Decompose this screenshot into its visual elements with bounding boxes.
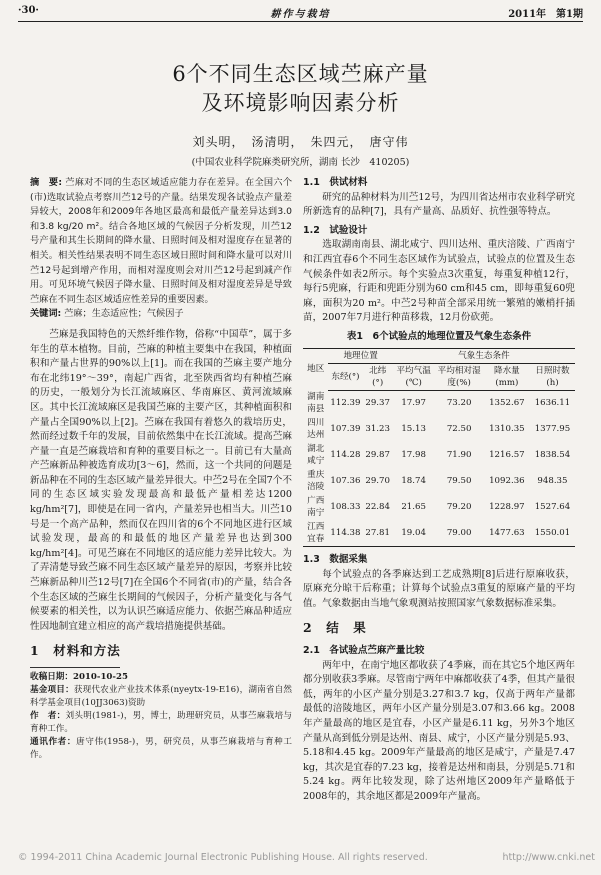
table-header-lat: 北纬(°) bbox=[362, 363, 392, 390]
table-cell: 27.81 bbox=[362, 520, 392, 547]
table-cell-region: 重庆涪陵 bbox=[307, 470, 325, 493]
section-heading-1: 1 材料和方法 bbox=[30, 643, 121, 659]
cnki-link[interactable]: http://www.cnki.net bbox=[502, 852, 595, 863]
author-list: 刘头明， 汤清明， 朱四元， 唐守伟 bbox=[192, 135, 409, 149]
paper-title-line2: 及环境影响因素分析 bbox=[201, 91, 400, 115]
table-cell: 21.65 bbox=[401, 502, 426, 513]
subsection-1-3-heading: 1.3 数据采集 bbox=[303, 554, 368, 566]
table-cell-region: 广西南宁 bbox=[307, 496, 325, 519]
corresponding-label: 通讯作者： bbox=[30, 737, 77, 747]
table-cell: 79.20 bbox=[446, 502, 472, 513]
table-cell: 72.50 bbox=[446, 424, 472, 435]
page-number: ·30· bbox=[18, 5, 39, 16]
table-cell: 107.36 bbox=[330, 476, 361, 487]
table-row bbox=[303, 520, 575, 547]
table-header-lon: 东经(°) bbox=[328, 363, 362, 390]
subsection-1-2-text: 选取湖南南县、湖北咸宁、四川达州、重庆涪陵、广西南宁和江西宜春6个不同生态区域作为试验点，试验点的位置及生态气候条件如表2所示。每个实验点3次重复，每重复种植12行，每行5兜麻，行距和兜距分别为60 cm和45 cm，即每重复60兜麻，面积为20 m²。中苎2号种苗全部采用统一繁殖的嫩梢扦插苗，2007年7月进行种苗移栽，12月份砍蔸。 bbox=[303, 239, 575, 324]
table-row bbox=[303, 416, 575, 442]
table-cell-region: 湖北咸宁 bbox=[307, 444, 325, 467]
table-cell: 948.35 bbox=[537, 476, 568, 487]
table-header-rain: 降水量(mm) bbox=[484, 363, 530, 390]
table-cell: 114.38 bbox=[328, 520, 362, 547]
fund-text: 获现代农业产业技术体系(nyeytx-19-E16)，湖南省自然科学基金项目(10JJ3063)资助 bbox=[30, 685, 292, 708]
right-column bbox=[303, 176, 575, 805]
table-body bbox=[303, 390, 575, 547]
table-caption: 表1 6个试验点的地理位置及气象生态条件 bbox=[346, 330, 532, 342]
subsection-1-1-heading: 1.1 供试材料 bbox=[303, 177, 368, 188]
table-cell: 1352.67 bbox=[489, 398, 525, 409]
table-cell-region: 江西宜春 bbox=[303, 520, 328, 547]
table-cell: 17.97 bbox=[401, 398, 426, 409]
table-cell: 73.20 bbox=[446, 398, 472, 409]
footnotes bbox=[30, 671, 292, 762]
table-cell: 1636.11 bbox=[534, 398, 571, 409]
keywords-text: 苎麻；生态适应性；气候因子 bbox=[64, 308, 184, 320]
table-cell: 1310.35 bbox=[489, 424, 525, 435]
received-date: 收稿日期：2010-10-25 bbox=[30, 672, 128, 682]
table-cell: 1550.01 bbox=[530, 520, 575, 547]
table-cell: 29.87 bbox=[365, 450, 390, 461]
table-row bbox=[303, 442, 575, 468]
fund-label: 基金项目： bbox=[30, 685, 74, 695]
subsection-1-1-text: 研究的品种材料为川苎12号，为四川省达州市农业科学研究所新选育的品种[7]，具有产量高、品质好、抗性强等特点。 bbox=[303, 191, 575, 218]
table-cell-region: 湖南南县 bbox=[307, 392, 325, 415]
table-cell: 1228.97 bbox=[489, 502, 525, 513]
author-bio: 刘头明(1981-)，男，博士，助理研究员，从事苎麻栽培与育种工作。 bbox=[30, 711, 292, 734]
table-row bbox=[303, 494, 575, 520]
table-row bbox=[303, 390, 575, 416]
subsection-2-1-text: 两年中，在南宁地区都收获了4季麻，而在其它5个地区两年都分别收获3季麻。尽管南宁两年中麻都收获了4季，但其产量很低，两年的小区产量分别是3.27和3.7 kg，仅高于两年产量都最低的涪陵地区，两年小区产量分别是3.07和3.66 kg。2008年产量最高的地区是宜春，小区产量是6.11 kg，另外3个地区产量从高到低分别是达州、南县、咸宁，小区产量分别是5.93、5.18和4.45 kg。2009年产量最高的地区是咸宁，产量是7.47 kg，其次是宜春的7.23 kg，接着是达州和南县，分别是5.71和5.24 kg。两年比较发现，除了达州地区2009年产量略低于2008年的，其余地区都是2009年产量高。 bbox=[303, 659, 575, 802]
table-cell: 107.39 bbox=[330, 424, 361, 435]
table-header-region: 地区 bbox=[303, 348, 328, 390]
affiliation: (中国农业科学院麻类研究所，湖南 长沙 410205) bbox=[191, 157, 410, 168]
footnote-rule bbox=[30, 667, 120, 668]
table-header-climate: 气象生态条件 bbox=[393, 348, 575, 363]
table-cell: 114.28 bbox=[330, 450, 361, 461]
subsection-2-1-heading: 2.1 各试验点苎麻产量比较 bbox=[303, 645, 425, 656]
table-header-sun: 日照时数(h) bbox=[530, 363, 575, 390]
table-cell: 22.84 bbox=[365, 502, 390, 513]
table-cell: 1838.54 bbox=[534, 450, 571, 461]
subsection-1-3-text: 每个试验点的各季麻达到工艺成熟期[8]后进行原麻收获，原麻充分晾干后称重；计算每个试验点3重复的原麻产量的平均值。气象数据由当地气象观测站按照国家气象数据标准采集。 bbox=[303, 568, 575, 609]
author-bio-label: 作 者： bbox=[30, 711, 66, 721]
table-header-humidity: 平均相对湿度(%) bbox=[434, 363, 483, 390]
table-cell: 1477.63 bbox=[484, 520, 530, 547]
copyright-text: © 1994-2011 China Academic Journal Electronic Publishing House. All rights reserved. bbox=[18, 852, 428, 863]
table-cell: 15.13 bbox=[401, 424, 426, 435]
table-cell-region: 四川达州 bbox=[307, 418, 325, 441]
table-cell: 29.70 bbox=[365, 476, 390, 487]
keywords-label: 关键词: bbox=[30, 308, 62, 320]
table-cell: 112.39 bbox=[330, 398, 361, 409]
issue-label: 2011年 第1期 bbox=[508, 9, 583, 20]
section-heading-2: 2 结 果 bbox=[303, 620, 367, 636]
header-rule bbox=[18, 21, 583, 22]
table-row bbox=[303, 468, 575, 494]
table-cell: 29.37 bbox=[365, 398, 390, 409]
table-header-geo: 地理位置 bbox=[328, 348, 392, 363]
journal-name: 耕作与栽培 bbox=[270, 9, 331, 20]
site-conditions-table bbox=[303, 348, 575, 548]
subsection-1-2-heading: 1.2 试验设计 bbox=[303, 224, 368, 236]
table-cell: 79.50 bbox=[446, 476, 472, 487]
table-cell: 1216.57 bbox=[489, 450, 525, 461]
table-header-temp: 平均气温(℃) bbox=[393, 363, 435, 390]
introduction-paragraph: 苎麻是我国特色的天然纤维作物，俗称“中国草”，属于多年生的草本植物。目前，苎麻的种植主要集中在我国，种植面积和产量占世界的90%以上[1]。而在我国的苎麻主要产地分布在北纬19°～39°，南起广西省，北至陕西省均有种植苎麻的历史，一般划分为长江流域麻区、华南麻区、黄河流域麻区。其中长江流域麻区是我国苎麻的主要产区，其种植面积和产量占全国90%以上[2]。苎麻在我国有着悠久的栽培历史，然而经过数千年的发展，目前依然集中在长江流域。提高苎麻产量一直是苎麻栽培和育种的重要目标之一。目前已有大量高产苎麻新品种被选育成功[3～6]，然而，这一个共同的问题是新品种在不同的生态区域产量差异很大。中苎2号在全国7个不同的生态区域实验发现最高和最低产量相差达1200 kg/hm²[7]，即使是在同一省内，产量差异也相当大。川苎10号是一个高产品种，然而仅在四川省的6个不同地区进行区域试验发现，最高的和最低的地区产量差异也达到300 kg/hm²[4]。可见苎麻在不同地区的适应能力差异比较大。为了弄清楚导致苎麻不同生态区域产量差异的原因，考察并比较苎麻新品种川苎12号[7]在全国6个不同省(市)的产量，结合各个生态区域的苎麻生长期间的气候因子，分析产量变化与各气候要素的相关性，以为认识苎麻适应能力、依据苎麻品种适应性因地制宜建立相应的高产栽培措施提供基础。 bbox=[30, 328, 292, 632]
table-cell: 19.04 bbox=[393, 520, 435, 547]
table-cell: 1377.95 bbox=[534, 424, 571, 435]
left-column bbox=[30, 176, 292, 762]
table-cell: 79.00 bbox=[434, 520, 483, 547]
abstract bbox=[30, 176, 292, 307]
table-cell: 108.33 bbox=[330, 502, 361, 513]
table-cell: 71.90 bbox=[446, 450, 472, 461]
corresponding-author: 唐守伟(1958-)，男，研究员，从事苎麻栽培与育种工作。 bbox=[30, 737, 292, 760]
table-cell: 1527.64 bbox=[534, 502, 571, 513]
table-cell: 31.23 bbox=[365, 424, 390, 435]
paper-title-line1: 6个不同生态区域苎麻产量 bbox=[172, 62, 429, 86]
abstract-text: 苎麻对不同的生态区域适应能力存在差异。在全国六个(市)选取试验点考察川苎12号的产量。结果发现各试验点产量差异较大，2008年和2009年各地区最高和最低产量差异达到3.0和3.8 kg/20 m²。结合各地区域的气候因子分析发现，川苎12号产量和其生长期间的降水量、日照时间及相对湿度存在显著的相关。相关性结果表明不同生态区域日照时间和降水量可以对川苎12号起到增产作用，而相对湿度则会对川苎12号起到减产作用。可见环境气候因子降水量、日照时间及相对湿度差异是导致苎麻在不同生态区域适应性差异的重要因素。 bbox=[30, 177, 293, 305]
abstract-label: 摘 要: bbox=[30, 177, 63, 188]
running-header bbox=[18, 5, 583, 21]
table-cell: 18.74 bbox=[401, 476, 426, 487]
table-cell: 17.98 bbox=[401, 450, 426, 461]
keywords bbox=[30, 307, 292, 322]
table-cell: 1092.36 bbox=[489, 476, 525, 487]
